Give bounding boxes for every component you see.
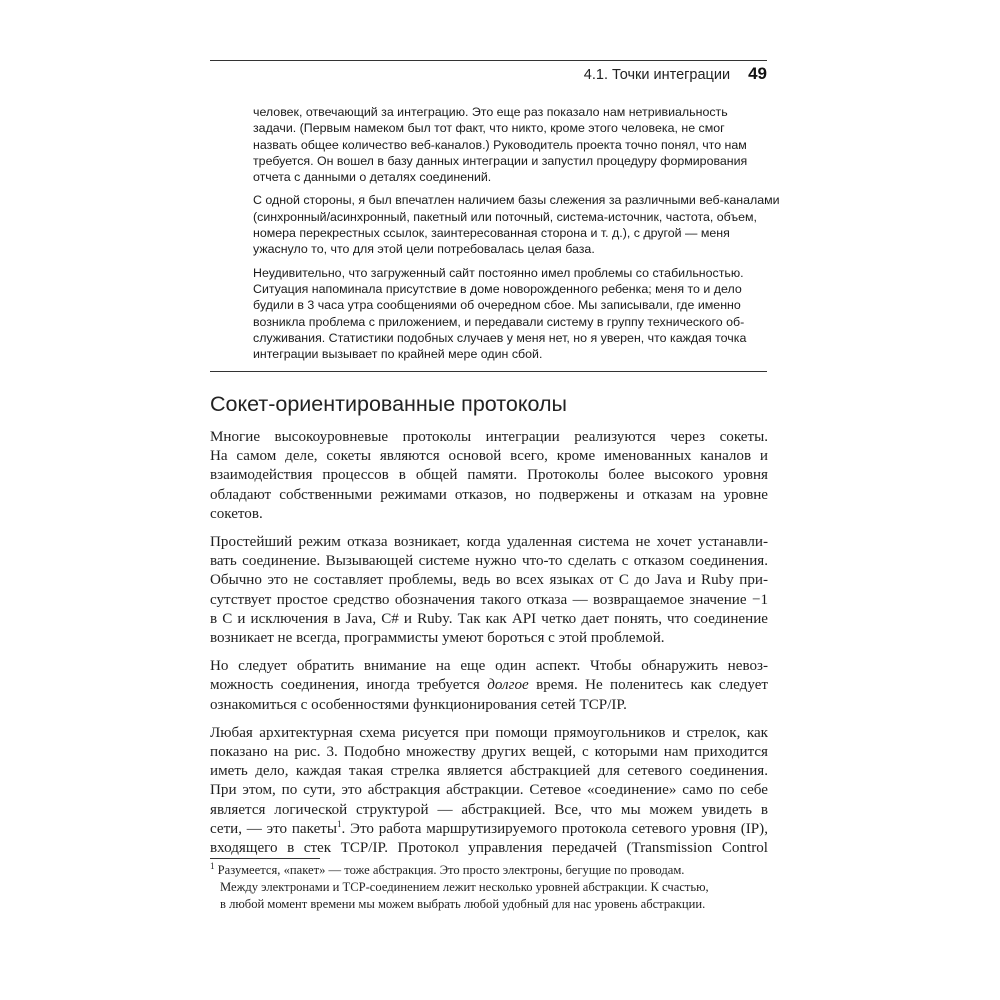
emphasis-text: долгое [487, 677, 529, 694]
text-line: сокетов. [210, 505, 263, 522]
body-text [210, 428, 768, 867]
text-line: в любой момент времени мы можем выбрать любой удобный для нас уровень абстракции. [220, 897, 706, 911]
text-line: Обычно это не составляет проблемы, ведь во всех языках от C до Java и Ruby при- [210, 572, 768, 589]
page-number: 49 [748, 64, 767, 83]
footnote-rule [210, 858, 320, 859]
footnote [210, 862, 770, 913]
text-line: Между электронами и TCP-соединением лежит несколько уровней абстракции. К счастью, [220, 880, 709, 894]
text-line: требуется. Он вошел в базу данных интеграции и запустил процедуру формирования [253, 153, 748, 168]
sidebar-bottom-rule [210, 371, 767, 372]
text-line: (синхронный/асинхронный, пакетный или поточный, система-источник, частота, объем, [253, 209, 757, 224]
text-segment: сети, — это пакеты [210, 820, 338, 837]
text-line: сутствует простое средство обозначения такого отказа — возвращаемое значение −1 [210, 591, 768, 608]
paragraph [210, 724, 768, 858]
text-line: возникает не всегда, программисты умеют бороться с этой проблемой. [210, 630, 665, 647]
running-head [584, 64, 767, 84]
text-line: отчета с данными о деталях соединений. [253, 170, 492, 185]
sidebar-paragraph [253, 104, 768, 185]
header-rule [210, 60, 767, 61]
sidebar-paragraph [253, 265, 768, 363]
sidebar-paragraph [253, 192, 780, 257]
text-line: обладают собственными режимами отказов, но подвержены и отказам на уровне [210, 486, 768, 503]
text-line: взаимодействия процессов в общей памяти. Протоколы более высокого уровня [210, 467, 768, 484]
footnote-ref: 1 [337, 818, 342, 829]
text-line: интеграции вызывает по крайней мере один сбой. [253, 347, 543, 362]
text-line: С одной стороны, я был впечатлен наличием базы слежения за различными веб-каналами [253, 193, 780, 208]
text-line: Ситуация напоминала присутствие в доме новорожденного ребенка; меня то и дело [253, 281, 742, 296]
text-line: При этом, по сути, это абстракция абстракции. Сетевое «соединение» само по себе [210, 782, 768, 799]
text-line: в C и исключения в Java, C# и Ruby. Так как API четко дает понять, что соединение [210, 610, 768, 627]
text-line: ужаснуло то, что для этой цели потребовалась целая база. [253, 242, 595, 257]
text-line: ознакомиться с особенностями функционирования сетей TCP/IP. [210, 696, 627, 713]
text-segment: время. Не поленитесь как следует [528, 677, 768, 694]
text-line: вать соединение. Вызывающей системе нужно что-то сделать с отказом соединения. [210, 553, 768, 570]
paragraph [210, 428, 768, 524]
text-line: возникла проблема с приложением, и передавали систему в группу технического об- [253, 314, 745, 329]
text-line: человек, отвечающий за интеграцию. Это еще раз показало нам нетривиальность [253, 105, 728, 119]
text-line [210, 676, 768, 695]
text-line: задачи. (Первым намеком был тот факт, что никто, кроме этого человека, не смог [253, 121, 725, 136]
text-line: номера перекрестных ссылок, заинтересованная сторона и т. д.), с другой — меня [253, 226, 730, 241]
text-line: является логической структурой — абстракцией. Все, что мы можем увидеть в [210, 801, 768, 818]
text-line [210, 862, 770, 879]
section-heading: Сокет-ориентированные протоколы [210, 392, 567, 416]
sidebar-box [253, 104, 780, 369]
text-line: Многие высокоуровневые протоколы интеграции реализуются через сокеты. [210, 429, 768, 445]
paragraph [210, 533, 768, 648]
text-line: Любая архитектурная схема рисуется при помощи прямоугольников и стрелок, как [210, 724, 768, 741]
text-line: назвать общее количество веб-каналов.) Руководитель проекта точно понял, что нам [253, 137, 747, 152]
text-line: Неудивительно, что загруженный сайт постоянно имел проблемы со стабильностью. [253, 265, 744, 280]
text-line: служивания. Статистики подобных случаев у меня нет, но я уверен, что каждая точка [253, 330, 747, 345]
text-segment: Разумеется, «пакет» — тоже абстракция. Это просто электроны, бегущие по проводам. [214, 863, 685, 877]
footnote-marker: 1 [210, 860, 215, 871]
text-line: иметь дело, каждая такая стрелка является абстракцией для сетевого соединения. [210, 763, 768, 780]
text-line: будили в 3 часа утра сообщениями об очередном сбое. Мы записывали, где именно [253, 298, 741, 313]
text-line: входящего в стек TCP/IP. Протокол управления передачей (Transmission Control [210, 840, 768, 857]
text-segment: . Это работа маршрутизируемого протокола сетевого уровня (IP), [341, 820, 768, 837]
text-line: Но следует обратить внимание на еще один аспект. Чтобы обнаружить невоз- [210, 658, 768, 675]
text-line: Простейший режим отказа возникает, когда удаленная система не хочет устанавли- [210, 534, 768, 551]
text-line [210, 820, 768, 839]
paragraph [210, 657, 768, 715]
text-line: На самом деле, сокеты являются основой всего, кроме именованных каналов и [210, 448, 768, 465]
text-segment: можность соединения, иногда требуется [210, 677, 488, 694]
text-line: показано на рис. 3. Подобно множеству других вещей, с которыми нам приходится [210, 744, 768, 761]
section-title: 4.1. Точки интеграции [583, 67, 731, 83]
